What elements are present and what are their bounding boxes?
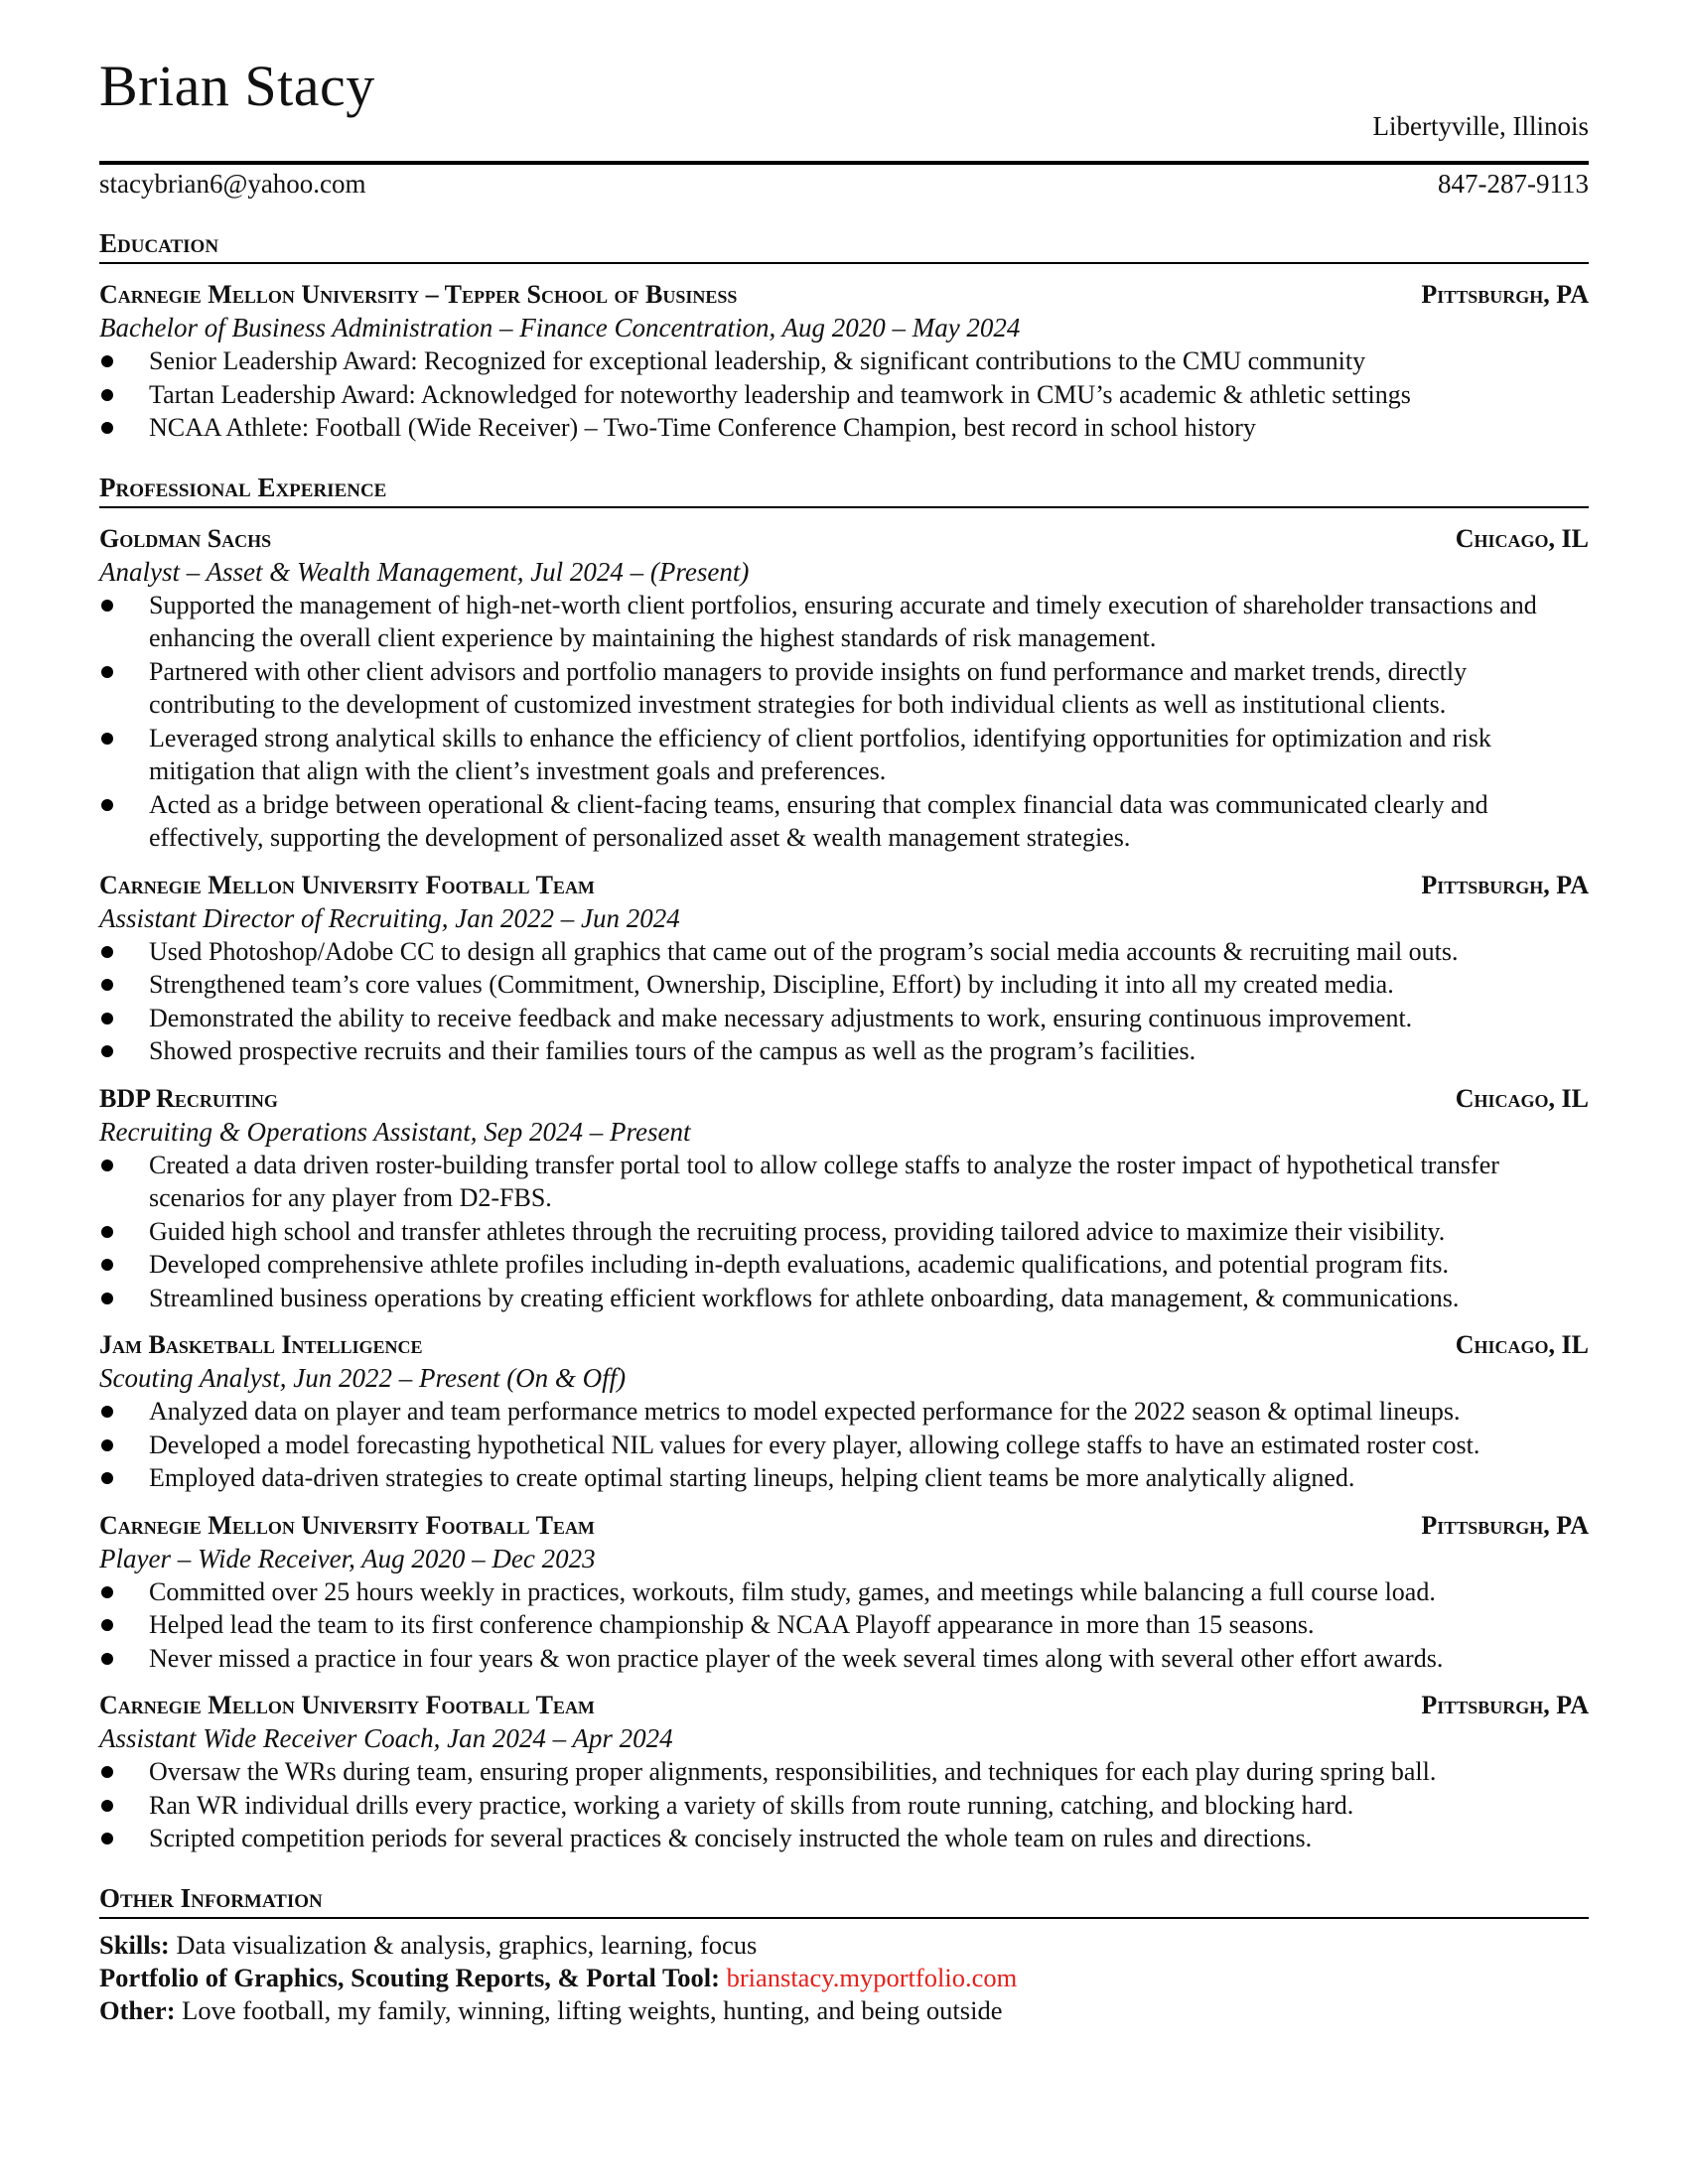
bullet-list	[99, 344, 1589, 445]
bullet-text: Strengthened team’s core values (Commitment, Ownership, Discipline, Effort) by including it into all my created media.	[149, 970, 1394, 999]
bullet-item	[99, 1789, 1589, 1823]
bullet-item	[99, 1248, 1589, 1282]
bullet-item	[99, 935, 1589, 969]
organization-location: Pittsburgh, PA	[1421, 280, 1589, 309]
organization-name: Goldman Sachs	[99, 523, 272, 553]
bullet-item	[99, 1002, 1589, 1035]
organization-name: Carnegie Mellon University Football Team	[99, 1510, 595, 1540]
bullet-dot-icon	[101, 600, 113, 612]
bullet-list	[99, 1395, 1589, 1495]
other-text: Love football, my family, winning, lifting weights, hunting, and being outside	[182, 1994, 1003, 2025]
bullet-dot-icon	[101, 1259, 113, 1271]
role-title: Bachelor of Business Administration – Finance Concentration, Aug 2020 – May 2024	[99, 313, 1021, 342]
other-information	[99, 1929, 1589, 2027]
bullet-dot-icon	[101, 666, 113, 678]
bullet-text: Committed over 25 hours weekly in practices, workouts, film study, games, and meetings while balancing a full course load.	[149, 1576, 1436, 1606]
bullet-dot-icon	[101, 946, 113, 958]
bullet-item	[99, 1215, 1589, 1249]
candidate-name: Brian Stacy	[99, 54, 375, 118]
entry-header	[99, 1328, 1589, 1362]
entry-header	[99, 1509, 1589, 1543]
bullet-item	[99, 1034, 1589, 1068]
bullet-item	[99, 378, 1589, 412]
entry-header	[99, 1082, 1589, 1116]
resume-entry	[99, 1082, 1589, 1315]
skills-label: Skills:	[99, 1929, 170, 1960]
email-address[interactable]: stacybrian6@yahoo.com	[99, 169, 366, 199]
bullet-item	[99, 1461, 1589, 1495]
bullet-text: Never missed a practice in four years & won practice player of the week several times along with several other effort awards.	[149, 1643, 1444, 1673]
resume-entry	[99, 1328, 1589, 1495]
role-title: Assistant Director of Recruiting, Jan 2022 – Jun 2024	[99, 902, 680, 933]
bullet-item	[99, 1608, 1589, 1642]
bullet-dot-icon	[101, 733, 113, 745]
organization-name: Carnegie Mellon University Football Team	[99, 1691, 595, 1719]
bullet-text: Created a data driven roster-building transfer portal tool to allow college staffs to analyze the roster impact of hypothetical transfer scenarios for any player from D2-FBS.	[149, 1150, 1499, 1212]
bullet-dot-icon	[101, 355, 113, 367]
bullet-item	[99, 1149, 1589, 1215]
bullet-dot-icon	[101, 1160, 113, 1171]
bullet-text: Streamlined business operations by creating efficient workflows for athlete onboarding, data management, & communications.	[149, 1283, 1460, 1312]
bullet-text: Acted as a bridge between operational & client-facing teams, ensuring that complex financial data was communicated clearly and effectively, supporting the development of personalized asset & wealth management strategies.	[149, 789, 1488, 852]
bullet-dot-icon	[101, 1013, 113, 1024]
bullet-item	[99, 411, 1589, 445]
role-title: Assistant Wide Receiver Coach, Jan 2024 – Apr 2024	[99, 1723, 673, 1753]
resume-entry	[99, 522, 1589, 855]
role-title: Player – Wide Receiver, Aug 2020 – Dec 2023	[99, 1543, 596, 1573]
bullet-text: Guided high school and transfer athletes through the recruiting process, providing tailored advice to maximize their visibility.	[149, 1216, 1446, 1246]
bullet-text: Helped lead the team to its first conference championship & NCAA Playoff appearance in more than 15 seasons.	[149, 1610, 1315, 1639]
role-title: Scouting Analyst, Jun 2022 – Present (On & Off)	[99, 1363, 627, 1393]
bullet-list	[99, 1755, 1589, 1855]
bullet-text: Employed data-driven strategies to create optimal starting lineups, helping client teams be more analytically aligned.	[149, 1463, 1355, 1492]
bullet-item	[99, 1429, 1589, 1462]
bullet-item	[99, 344, 1589, 378]
bullet-dot-icon	[101, 1226, 113, 1238]
organization-name: BDP Recruiting	[99, 1083, 278, 1113]
bullet-text: Used Photoshop/Adobe CC to design all graphics that came out of the program’s social media accounts & recruiting mail outs.	[149, 936, 1459, 966]
portfolio-link[interactable]: brianstacy.myportfolio.com	[726, 1962, 1018, 1992]
portfolio-label: Portfolio of Graphics, Scouting Reports, & Portal Tool:	[99, 1962, 720, 1992]
bullet-item	[99, 1822, 1589, 1855]
bullet-dot-icon	[101, 979, 113, 991]
bullet-dot-icon	[101, 799, 113, 811]
education-entries	[99, 278, 1589, 445]
bullet-text: Ran WR individual drills every practice, working a variety of skills from route running, catching, and blocking hard.	[149, 1790, 1354, 1820]
portfolio-line	[99, 1962, 1589, 1994]
bullet-text: Showed prospective recruits and their families tours of the campus as well as the program’s facilities.	[149, 1036, 1196, 1065]
entry-header	[99, 522, 1589, 556]
bullet-dot-icon	[101, 1472, 113, 1484]
bullet-text: Supported the management of high-net-worth client portfolios, ensuring accurate and timely execution of shareholder transactions and enhancing the overall client experience by maintaining the highest standards of risk management.	[149, 590, 1537, 652]
resume-page	[99, 52, 1589, 2027]
phone-number: 847-287-9113	[1438, 169, 1589, 199]
entry-header	[99, 1689, 1589, 1722]
entry-header	[99, 278, 1589, 312]
bullet-text: Senior Leadership Award: Recognized for exceptional leadership, & significant contributions to the CMU community	[149, 346, 1366, 375]
bullet-item	[99, 655, 1589, 722]
experience-section-title: Professional Experience	[99, 471, 1589, 508]
organization-location: Pittsburgh, PA	[1421, 1691, 1589, 1719]
bullet-dot-icon	[101, 389, 113, 401]
entry-header	[99, 869, 1589, 902]
bullet-text: Oversaw the WRs during team, ensuring proper alignments, responsibilities, and techniques for each play during spring ball.	[149, 1757, 1437, 1786]
skills-line	[99, 1929, 1589, 1962]
resume-entry	[99, 869, 1589, 1068]
bullet-dot-icon	[101, 1833, 113, 1844]
resume-entry	[99, 1509, 1589, 1676]
role-title: Analyst – Asset & Wealth Management, Jul 2024 – (Present)	[99, 556, 750, 587]
organization-location: Chicago, IL	[1455, 523, 1589, 553]
bullet-dot-icon	[101, 1439, 113, 1451]
bullet-text: Developed comprehensive athlete profiles including in-depth evaluations, academic qualifications, and potential program fits.	[149, 1250, 1449, 1279]
bullet-text: NCAA Athlete: Football (Wide Receiver) – Two-Time Conference Champion, best record in school history	[149, 413, 1256, 442]
bullet-text: Partnered with other client advisors and portfolio managers to provide insights on fund performance and market trends, directly contributing to the development of customized investment strategies for both individual clients as well as institutional clients.	[149, 656, 1468, 719]
bullet-text: Analyzed data on player and team performance metrics to model expected performance for the 2022 season & optimal lineups.	[149, 1397, 1461, 1426]
resume-entry	[99, 1689, 1589, 1855]
skills-text: Data visualization & analysis, graphics, learning, focus	[176, 1929, 758, 1960]
bullet-item	[99, 788, 1589, 855]
bullet-item	[99, 722, 1589, 788]
bullet-text: Tartan Leadership Award: Acknowledged for noteworthy leadership and teamwork in CMU’s academic & athletic settings	[149, 379, 1411, 409]
bullet-item	[99, 1575, 1589, 1609]
bullet-dot-icon	[101, 1406, 113, 1418]
experience-entries	[99, 522, 1589, 1855]
bullet-text: Leveraged strong analytical skills to enhance the efficiency of client portfolios, identifying opportunities for optimization and risk mitigation that align with the client’s investment goals and preferences.	[149, 723, 1491, 785]
bullet-dot-icon	[101, 1653, 113, 1665]
bullet-dot-icon	[101, 1293, 113, 1304]
bullet-dot-icon	[101, 1586, 113, 1598]
bullet-list	[99, 935, 1589, 1068]
organization-location: Chicago, IL	[1455, 1330, 1589, 1359]
bullet-text: Scripted competition periods for several practices & concisely instructed the whole team on rules and directions.	[149, 1824, 1313, 1852]
bullet-list	[99, 589, 1589, 855]
bullet-dot-icon	[101, 1619, 113, 1631]
bullet-item	[99, 968, 1589, 1002]
bullet-text: Demonstrated the ability to receive feedback and make necessary adjustments to work, ensuring continuous improvement.	[149, 1003, 1413, 1032]
other-info-section-title: Other Information	[99, 1881, 1589, 1919]
role-title: Recruiting & Operations Assistant, Sep 2024 – Present	[99, 1116, 691, 1147]
other-label: Other:	[99, 1994, 176, 2025]
education-section-title: Education	[99, 226, 1589, 264]
header-row	[99, 111, 1589, 159]
contact-row	[99, 165, 1589, 205]
bullet-dot-icon	[101, 1045, 113, 1057]
bullet-item	[99, 1282, 1589, 1315]
bullet-item	[99, 589, 1589, 655]
bullet-list	[99, 1575, 1589, 1676]
organization-location: Pittsburgh, PA	[1421, 1510, 1589, 1540]
resume-entry	[99, 278, 1589, 445]
other-line	[99, 1994, 1589, 2027]
bullet-dot-icon	[101, 1766, 113, 1778]
organization-location: Chicago, IL	[1455, 1083, 1589, 1113]
bullet-list	[99, 1149, 1589, 1315]
bullet-item	[99, 1755, 1589, 1789]
bullet-item	[99, 1395, 1589, 1429]
bullet-dot-icon	[101, 1800, 113, 1812]
organization-location: Pittsburgh, PA	[1421, 870, 1589, 899]
bullet-dot-icon	[101, 422, 113, 434]
organization-name: Carnegie Mellon University Football Team	[99, 870, 595, 899]
organization-name: Carnegie Mellon University – Tepper School of Business	[99, 280, 738, 309]
bullet-text: Developed a model forecasting hypothetical NIL values for every player, allowing college staffs to have an estimated roster cost.	[149, 1430, 1480, 1459]
bullet-item	[99, 1642, 1589, 1676]
organization-name: Jam Basketball Intelligence	[99, 1330, 423, 1359]
home-location: Libertyville, Illinois	[1372, 111, 1589, 141]
